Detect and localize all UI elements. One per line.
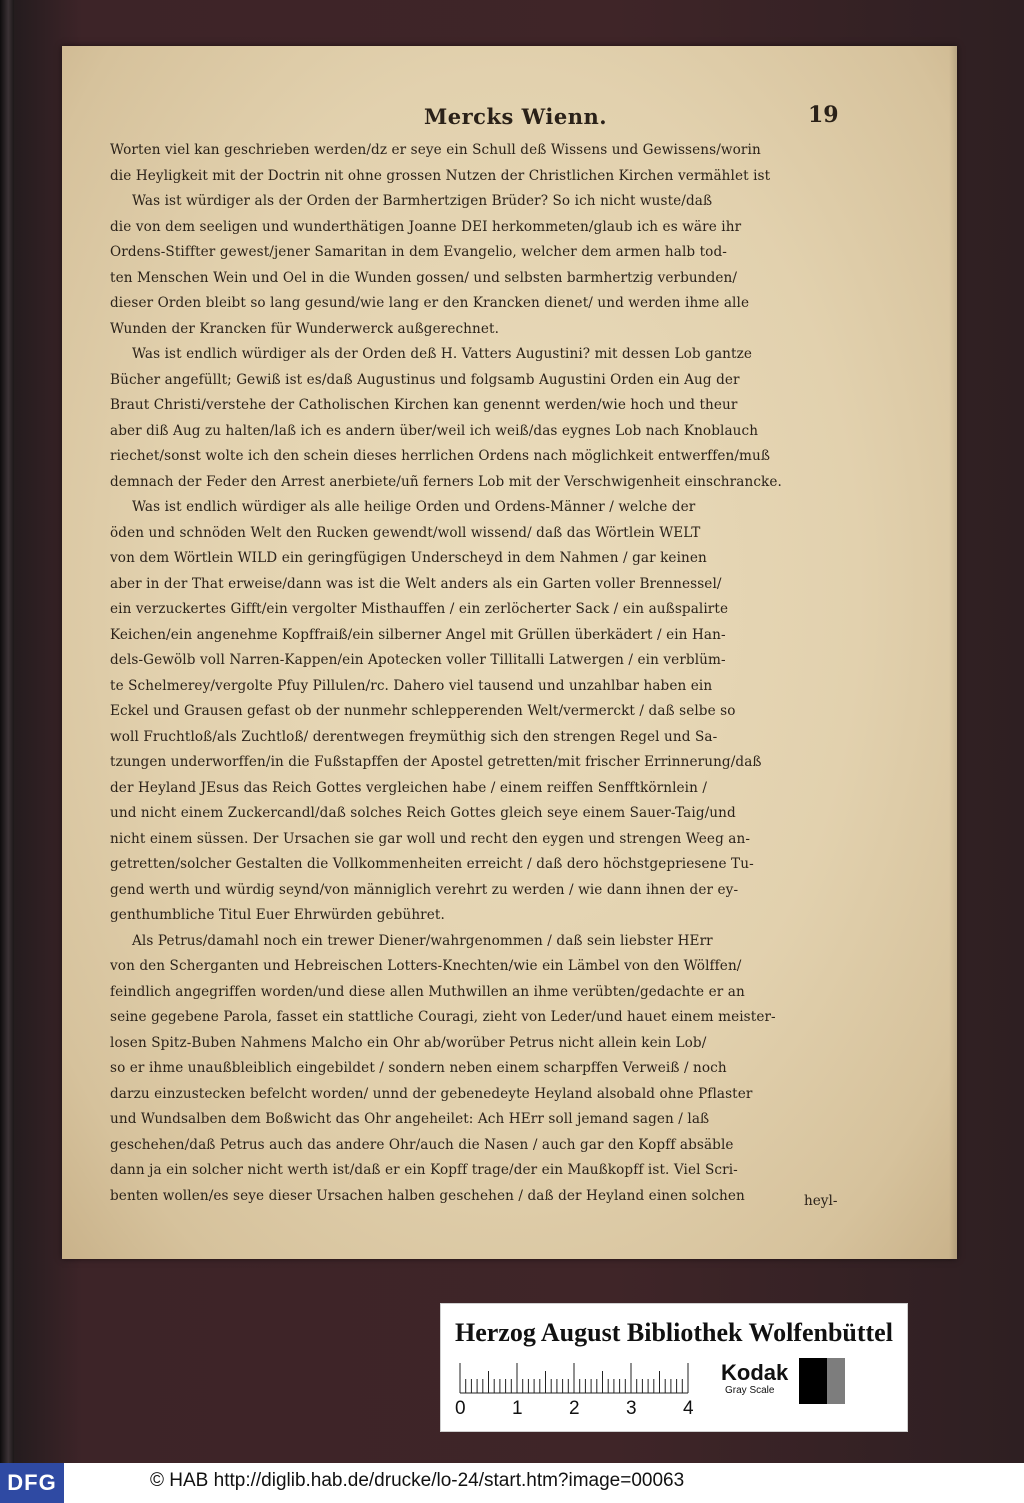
dfg-logo: DFG — [0, 1463, 64, 1503]
text-line: dann ja ein solcher nicht werth ist/daß er ein Kopff trage/der ein Maußkopff ist. Viel Scri- — [110, 1162, 738, 1178]
text-line: seine gegebene Parola, fasset ein stattliche Couragi, zieht von Leder/und hauet einem meister- — [110, 1009, 776, 1025]
text-line: so er ihme unaußbleiblich eingebildet / sondern neben einem scharpffen Verweiß / noch — [110, 1060, 727, 1076]
ruler-label-0: 0 — [455, 1398, 466, 1419]
page-header — [62, 104, 957, 134]
swatch-black — [799, 1358, 827, 1404]
scanner-edge — [0, 0, 14, 1463]
text-line: dieser Orden bleibt so lang gesund/wie lang er den Krancken dienet/ und werden ihme alle — [110, 295, 750, 311]
text-line: Was ist endlich würdiger als der Orden deß H. Vatters Augustini? mit dessen Lob gantze — [132, 346, 752, 362]
running-title: Mercks Wienn. — [424, 104, 608, 129]
ruler-label-1: 1 — [512, 1398, 523, 1419]
text-line: woll Fruchtloß/als Zuchtloß/ derentwegen freymüthig sich den strengen Regel und Sa- — [110, 728, 718, 745]
text-line: Bücher angefüllt; Gewiß ist es/daß Augustinus und folgsamb Augustini Orden ein Aug der — [110, 371, 740, 388]
text-line: darzu einzustecken befelcht worden/ unnd der gebenedeyte Heyland alsobald ohne Pflaster — [110, 1085, 753, 1102]
catchword: heyl- — [804, 1193, 838, 1209]
text-line: ten Menschen Wein und Oel in die Wunden gossen/ und selbsten barmhertzig verbunden/ — [110, 269, 738, 286]
book-page — [62, 46, 957, 1259]
text-line: die Heyligkeit mit der Doctrin nit ohne grossen Nutzen der Christlichen Kirchen vermählet ist — [110, 167, 771, 184]
text-line: öden und schnöden Welt den Rucken gewendt/woll wissend/ daß das Wörtlein WELT — [110, 524, 701, 541]
gray-scale-swatches — [799, 1358, 885, 1404]
page-number: 19 — [808, 102, 839, 128]
text-line: riechet/sonst wolte ich den schein dieses herrlichen Ordens nach möglichkeit entwerffen/muß — [110, 448, 771, 464]
page-edge-shadow — [949, 46, 957, 1259]
text-line: und Wundsalben dem Boßwicht das Ohr angeheilet: Ach HErr soll jemand sagen / laß — [110, 1111, 710, 1127]
text-line: benten wollen/es seye dieser Ursachen halben geschehen / daß der Heyland einen solchen — [110, 1187, 745, 1204]
text-line: gend werth und würdig seynd/von männiglich verehrt zu werden / wie dann ihnen der ey- — [110, 881, 739, 898]
text-line: Wunden der Krancken für Wunderwerck außgerechnet. — [110, 320, 500, 337]
source-credit: © HAB http://diglib.hab.de/drucke/lo-24/start.htm?image=00063 — [150, 1470, 685, 1491]
text-line: ein verzuckertes Gifft/ein vergolter Misthauffen / ein zerlöcherter Sack / ein außspalirte — [110, 601, 729, 617]
text-line: tzungen underworffen/in die Fußstapffen der Apostel getretten/mit frischer Errinnerung/daß — [110, 754, 762, 770]
text-line: aber diß Aug zu halten/laß ich es andern über/weil ich weiß/das eygnes Lob nach Knoblauch — [110, 422, 759, 439]
text-line: demnach der Feder den Arrest anerbiete/uñ ferners Lob mit der Verschwigenheit einschrancke. — [110, 473, 782, 490]
text-line: Keichen/ein angenehme Kopffraiß/ein silberner Angel mit Grüllen überkädert / ein Han- — [110, 626, 726, 643]
text-line: Ordens-Stiffter gewest/jener Samaritan in dem Evangelio, welcher dem armen halb tod- — [110, 244, 727, 260]
ruler-label-4: 4 — [683, 1398, 694, 1419]
text-line: von den Scherganten und Hebreischen Lotters-Knechten/wie ein Lämbel von den Wölffen/ — [110, 958, 742, 974]
text-line: te Schelmerey/vergolte Pfuy Pillulen/rc. Dahero viel tausend und unzahlbar haben ein — [110, 677, 713, 694]
text-line: geschehen/daß Petrus auch das andere Ohr/auch die Nasen / auch gar den Kopff absäble — [110, 1136, 734, 1153]
text-line: dels-Gewölb voll Narren-Kappen/ein Apotecken voller Tillitalli Latwergen / ein verblüm- — [110, 652, 726, 668]
kodak-logo: Kodak — [721, 1360, 789, 1385]
library-name: Herzog August Bibliothek Wolfenbüttel — [455, 1318, 893, 1347]
swatch-gray — [827, 1358, 845, 1404]
text-line: getretten/solcher Gestalten die Vollkommenheiten erreicht / daß dero höchstgepriesene Tu- — [110, 856, 754, 872]
text-line: nicht einem süssen. Der Ursachen sie gar woll und recht den eygen und strengen Weeg an- — [110, 830, 751, 847]
text-line: Braut Christi/verstehe der Catholischen Kirchen kan genennt werden/wie hoch und theur — [110, 397, 738, 413]
text-line: der Heyland JEsus das Reich Gottes vergleichen habe / einem reiffen Senfftkörnlein / — [110, 779, 708, 796]
text-line: die von dem seeligen und wunderthätigen Joanne DEI herkommeten/glaub ich es wäre ihr — [110, 218, 742, 235]
text-line: und nicht einem Zuckercandl/daß solches Reich Gottes gleich seye einem Sauer-Taig/und — [110, 805, 736, 821]
ruler-label-3: 3 — [626, 1398, 637, 1419]
library-color-card — [440, 1303, 908, 1432]
text-line: Als Petrus/damahl noch ein trewer Diener/wahrgenommen / daß sein liebster HErr — [132, 932, 713, 949]
text-line: aber in der That erweise/dann was ist die Welt anders als ein Garten voller Brennessel/ — [110, 575, 722, 592]
text-line: Eckel und Grausen gefast ob der nunmehr schlepperenden Welt/vermerckt / daß selbe so — [110, 703, 736, 719]
footer-bar — [0, 1463, 1024, 1503]
ruler-label-2: 2 — [569, 1398, 580, 1419]
body-text — [110, 138, 907, 1209]
swatch-white — [845, 1358, 885, 1404]
text-line: losen Spitz-Buben Nahmens Malcho ein Ohr ab/worüber Petrus nicht allein kein Lob/ — [110, 1034, 707, 1051]
gray-scale-label: Gray Scale — [725, 1385, 775, 1396]
text-line: Was ist endlich würdiger als alle heilige Orden und Ordens-Männer / welche der — [132, 499, 696, 515]
text-line: von dem Wörtlein WILD ein geringfügigen Underscheyd in dem Nahmen / gar keinen — [110, 550, 707, 566]
text-line: Worten viel kan geschrieben werden/dz er seye ein Schull deß Wissens und Gewissens/worin — [110, 142, 761, 158]
text-line: feindlich angegriffen worden/und diese allen Muthwillen an ihme verübten/gedachte er an — [110, 983, 745, 1000]
ruler-scale — [458, 1362, 690, 1394]
text-line: genthumbliche Titul Euer Ehrwürden gebühret. — [110, 907, 445, 923]
text-line: Was ist würdiger als der Orden der Barmhertzigen Brüder? So ich nicht wuste/daß — [132, 193, 713, 209]
